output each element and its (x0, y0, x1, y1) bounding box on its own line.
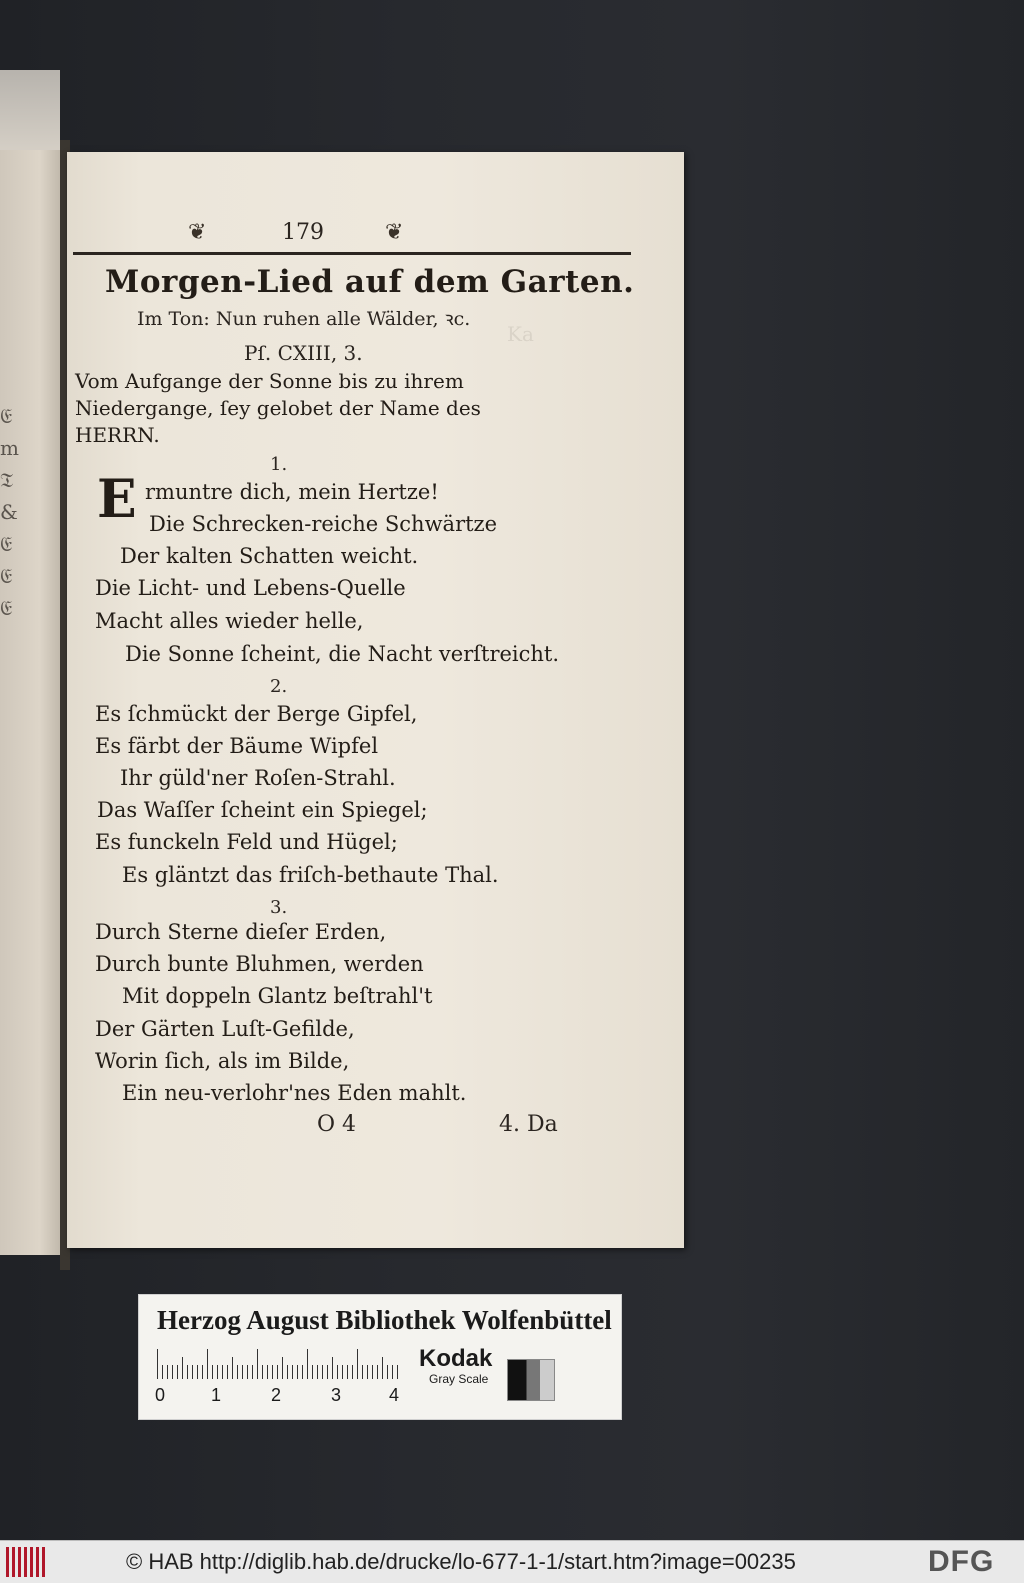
ruler-tick (247, 1365, 248, 1379)
stanza-line: Durch bunte Bluhmen, werden (95, 952, 424, 976)
ruler-tick (332, 1357, 333, 1379)
ruler-tick (262, 1365, 263, 1379)
ruler-tick (307, 1349, 308, 1379)
ruler-tick (382, 1357, 383, 1379)
ruler-label: 1 (211, 1385, 222, 1405)
stanza-line: Durch Sterne dieſer Erden, (95, 920, 387, 944)
ruler-tick (222, 1365, 223, 1379)
ruler-tick (367, 1365, 368, 1379)
color-reference-card (138, 1294, 622, 1420)
ruler-tick (312, 1365, 313, 1379)
stanza-line: Es ſchmückt der Berge Gipfel, (95, 702, 418, 726)
ruler-tick (272, 1365, 273, 1379)
ruler-tick (157, 1349, 158, 1379)
stanza-number: 3. (270, 897, 288, 918)
ruler-tick (192, 1365, 193, 1379)
ruler-tick (252, 1365, 253, 1379)
stanza-line: Mit doppeln Glantz beſtrahl't (122, 984, 433, 1008)
ruler-tick (212, 1365, 213, 1379)
measurement-ruler (157, 1349, 397, 1379)
hab-logo-icon (6, 1547, 48, 1577)
tune-indication: Im Ton: Nun ruhen alle Wälder, ꝛc. (137, 308, 471, 330)
ruler-tick (337, 1365, 338, 1379)
stanza-line: Es gläntzt das friſch-bethaute Thal. (122, 863, 499, 887)
ruler-tick (317, 1365, 318, 1379)
ruler-label: 2 (271, 1385, 282, 1405)
ornament-left-icon: ❦ (188, 220, 207, 245)
psalm-reference: Pſ. CXIII, 3. (244, 341, 363, 365)
copyright-link[interactable]: © HAB http://diglib.hab.de/drucke/lo-677-1-1/start.htm?image=00235 (126, 1549, 796, 1574)
ruler-tick (342, 1365, 343, 1379)
page-number: 179 (282, 220, 324, 245)
ruler-tick (352, 1365, 353, 1379)
drop-capital: E (97, 469, 137, 530)
kodak-logo: Kodak (419, 1345, 493, 1372)
ornament-right-icon: ❦ (385, 220, 404, 245)
stanza-line: Die Sonne ſcheint, die Nacht verſtreicht. (125, 642, 560, 666)
ruler-tick (202, 1365, 203, 1379)
ruler-tick (397, 1365, 398, 1379)
gray-scale-swatch (507, 1359, 555, 1401)
ruler-tick (392, 1365, 393, 1379)
ruler-tick (217, 1365, 218, 1379)
psalm-line: Niedergange, ſey gelobet der Name des (75, 396, 481, 420)
header-rule (73, 252, 631, 255)
ruler-tick (182, 1357, 183, 1379)
stanza-line: Es funckeln Feld und Hügel; (95, 830, 398, 854)
stanza-line: Der Gärten Luſt-Gefilde, (95, 1017, 355, 1041)
ruler-tick (227, 1365, 228, 1379)
ruler-tick (357, 1349, 358, 1379)
ruler-tick (282, 1357, 283, 1379)
catchword: 4. Da (499, 1112, 558, 1137)
ruler-label: 4 (389, 1385, 400, 1405)
song-title: Morgen-Lied auf dem Garten. (105, 264, 635, 300)
psalm-line: HERRN. (75, 423, 160, 447)
ruler-tick (302, 1365, 303, 1379)
ruler-tick (322, 1365, 323, 1379)
ruler-tick (162, 1365, 163, 1379)
ruler-tick (232, 1357, 233, 1379)
gray-scale-label: Gray Scale (429, 1372, 489, 1386)
stanza-line: Worin ſich, als im Bilde, (95, 1049, 350, 1073)
ruler-tick (327, 1365, 328, 1379)
ruler-tick (167, 1365, 168, 1379)
ruler-tick (287, 1365, 288, 1379)
facing-page-fragments: 𝔈 m 𝔗 & 𝔈 𝔈 𝔈 (0, 404, 19, 620)
ruler-tick (292, 1365, 293, 1379)
dfg-logo: DFG (928, 1545, 995, 1578)
stanza-line: Das Waſſer ſcheint ein Spiegel; (97, 798, 428, 822)
book-page (67, 152, 684, 1248)
psalm-line: Vom Aufgange der Sonne bis zu ihrem (75, 369, 464, 393)
stanza-line: Der kalten Schatten weicht. (120, 544, 419, 568)
ruler-tick (377, 1365, 378, 1379)
ruler-label: 0 (155, 1385, 166, 1405)
stanza-line: Ein neu-verlohr'nes Eden mahlt. (122, 1081, 467, 1105)
library-name: Herzog August Bibliothek Wolfenbüttel (157, 1305, 612, 1335)
stanza-line: Die Licht- und Lebens-Quelle (95, 576, 406, 600)
ruler-label: 3 (331, 1385, 342, 1405)
ruler-tick (177, 1365, 178, 1379)
ruler-tick (372, 1365, 373, 1379)
signature-mark: O 4 (317, 1112, 357, 1137)
ruler-tick (207, 1349, 208, 1379)
footer-bar (0, 1540, 1024, 1583)
ruler-tick (347, 1365, 348, 1379)
bleed-through-text: Ka (507, 322, 534, 346)
stanza-line: Macht alles wieder helle, (95, 609, 364, 633)
ruler-tick (267, 1365, 268, 1379)
ruler-tick (387, 1365, 388, 1379)
stanza-line: rmuntre dich, mein Hertze! (145, 480, 439, 504)
ruler-tick (362, 1365, 363, 1379)
stanza-line: Ihr güld'ner Roſen-Strahl. (120, 766, 396, 790)
ruler-tick (297, 1365, 298, 1379)
facing-page (0, 150, 66, 1255)
facing-page-edge (0, 70, 60, 160)
ruler-tick (242, 1365, 243, 1379)
ruler-tick (257, 1349, 258, 1379)
stanza-number: 1. (270, 454, 288, 475)
stanza-number: 2. (270, 676, 288, 697)
page-header (67, 220, 684, 248)
ruler-tick (197, 1365, 198, 1379)
psalm-text (75, 368, 625, 449)
ruler-tick (277, 1365, 278, 1379)
ruler-tick (187, 1365, 188, 1379)
stanza-line: Die Schrecken-reiche Schwärtze (149, 512, 498, 536)
ruler-tick (172, 1365, 173, 1379)
ruler-tick (237, 1365, 238, 1379)
stanza-line: Es färbt der Bäume Wipfel (95, 734, 379, 758)
